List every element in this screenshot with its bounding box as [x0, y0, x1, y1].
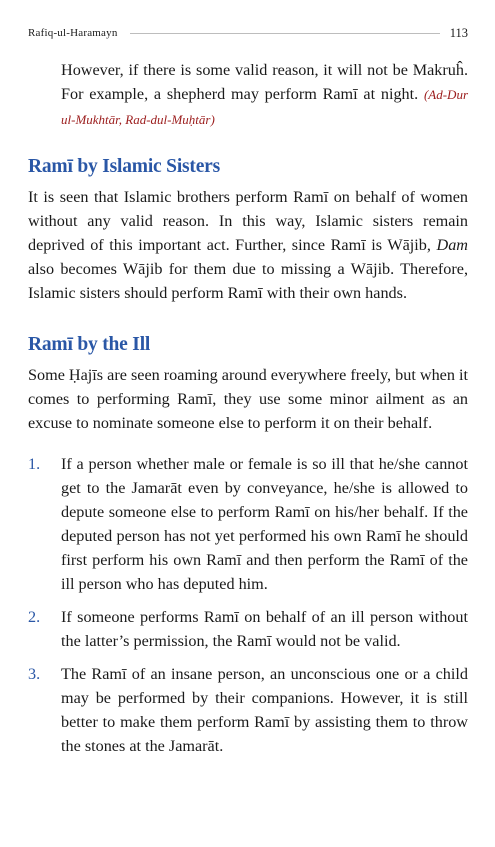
- sisters-text-part1: It is seen that Islamic brothers perform Ramī on behalf of women without any valid reason. In this way, Islamic sisters remain deprived of this important act. Further, since Ramī is Wājib,: [28, 188, 468, 254]
- list-item-text: If a person whether male or female is so ill that he/she cannot get to the Jamarāt even by conveyance, he/she is allowed to depute someone else to perform Ramī on his/her behalf. If the deputed person has not yet performed his own Ramī he should first perform his own Ramī and then perform the Ramī of the ill person who has deputed him.: [61, 455, 468, 593]
- page-number: 113: [449, 25, 468, 40]
- intro-text: However, if there is some valid reason, it will not be Makruĥ. For example, a shepherd may perform Ramī at night.: [61, 61, 468, 103]
- ill-rules-list: [28, 452, 468, 758]
- header-rule: [130, 33, 440, 34]
- dam-term: Dam: [436, 236, 468, 254]
- intro-citation: (Ad-Dur ul-Mukhtār, Rad-dul-Muḥtār): [61, 87, 468, 127]
- ill-paragraph: Some Ḥajīs are seen roaming around everywhere freely, but when it comes to performing Ramī, they use some minor ailment as an excuse to nominate someone else to perform it on their behalf.: [28, 366, 468, 432]
- list-item-text: If someone performs Ramī on behalf of an ill person without the latter’s permission, the Ramī would not be valid.: [61, 608, 468, 650]
- list-item: [28, 662, 468, 758]
- section-heading-sisters: Ramī by Islamic Sisters: [28, 156, 221, 177]
- running-header: [28, 23, 468, 43]
- list-item-number: 1.: [28, 455, 41, 473]
- page-content: [28, 58, 468, 767]
- list-item: [28, 452, 468, 596]
- sisters-paragraph: [28, 185, 468, 305]
- book-title: Rafiq-ul-Haramayn: [28, 27, 118, 39]
- list-item: [28, 605, 468, 653]
- sisters-text-part2: also becomes Wājib for them due to missing a Wājib. Therefore, Islamic sisters should perform Ramī with their own hands.: [28, 260, 468, 302]
- list-item-text: The Ramī of an insane person, an unconscious one or a child may be performed by their companions. However, it is still better to make them perform Ramī by assisting them to throw the stones at the Jamarāt.: [61, 665, 468, 755]
- section-heading-ill: Ramī by the Ill: [28, 334, 151, 355]
- list-item-number: 2.: [28, 608, 41, 626]
- intro-paragraph: [28, 58, 468, 132]
- list-item-number: 3.: [28, 665, 41, 683]
